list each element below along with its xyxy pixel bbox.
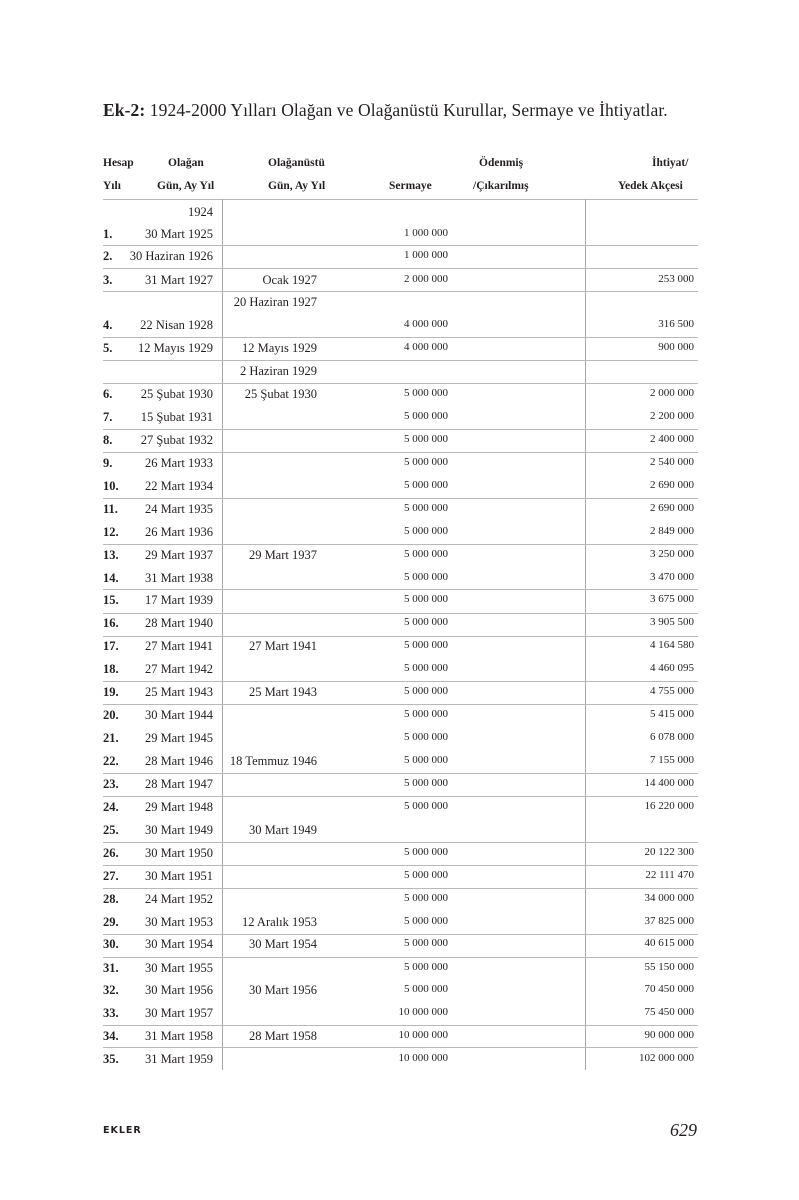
olagan-date-cell: 28 Mart 1940 [144, 616, 213, 630]
header-rule [103, 199, 698, 200]
hesap-yili-cell: 32. [103, 983, 119, 997]
olaganustu-date-cell: 12 Aralık 1953 [242, 915, 317, 929]
sermaye-cell: 5 000 000 [404, 593, 448, 605]
row-separator [103, 957, 698, 958]
header-olagan-date: Gün, Ay Yıl [157, 180, 215, 192]
yedek-akcesi-cell: 4 755 000 [650, 685, 694, 697]
olaganustu-date-cell: 29 Mart 1937 [248, 548, 317, 562]
sermaye-cell: 5 000 000 [404, 525, 448, 537]
olagan-date-cell: 29 Mart 1937 [144, 548, 213, 562]
hesap-yili-cell: 2. [103, 249, 113, 263]
hesap-yili-cell: 24. [103, 800, 119, 814]
sermaye-cell: 5 000 000 [404, 777, 448, 789]
hesap-yili-cell: 21. [103, 731, 119, 745]
hesap-yili-cell: 9. [103, 456, 113, 470]
olaganustu-date-cell: 12 Mayıs 1929 [242, 341, 317, 355]
sermaye-cell: 10 000 000 [398, 1006, 448, 1018]
olaganustu-date-cell: Ocak 1927 [262, 273, 317, 287]
yedek-akcesi-cell: 14 400 000 [644, 777, 694, 789]
hesap-yili-cell: 35. [103, 1052, 119, 1066]
hesap-yili-cell: 7. [103, 410, 113, 424]
olaganustu-date-cell: 30 Mart 1956 [248, 983, 317, 997]
yedek-akcesi-cell: 40 615 000 [644, 937, 694, 949]
sermaye-cell: 10 000 000 [398, 1029, 448, 1041]
yedek-akcesi-cell: 2 849 000 [650, 525, 694, 537]
row-separator [103, 888, 698, 889]
yedek-akcesi-cell: 3 470 000 [650, 571, 694, 583]
olagan-date-cell: 25 Mart 1943 [144, 685, 213, 699]
olagan-date-cell: 28 Mart 1946 [144, 754, 213, 768]
olaganustu-date-cell: 25 Mart 1943 [248, 685, 317, 699]
sermaye-cell: 5 000 000 [404, 800, 448, 812]
olagan-date-cell: 31 Mart 1958 [144, 1029, 213, 1043]
olaganustu-date-cell: 18 Temmuz 1946 [229, 754, 317, 768]
yedek-akcesi-cell: 70 450 000 [644, 983, 694, 995]
yedek-akcesi-cell: 900 000 [658, 341, 694, 353]
olagan-date-cell: 29 Mart 1945 [144, 731, 213, 745]
hesap-yili-cell: 12. [103, 525, 119, 539]
header-olaganustu: Olağanüstü [268, 157, 325, 169]
row-separator [103, 773, 698, 774]
olaganustu-date-cell: 28 Mart 1958 [248, 1029, 317, 1043]
sermaye-cell: 5 000 000 [404, 685, 448, 697]
header-olagan: Olağan [168, 157, 204, 169]
yedek-akcesi-cell: 16 220 000 [644, 800, 694, 812]
yedek-akcesi-cell: 2 540 000 [650, 456, 694, 468]
olagan-date-cell: 30 Mart 1956 [144, 983, 213, 997]
sermaye-cell: 5 000 000 [404, 456, 448, 468]
hesap-yili-cell: 33. [103, 1006, 119, 1020]
sermaye-cell: 5 000 000 [404, 502, 448, 514]
hesap-yili-cell: 28. [103, 892, 119, 906]
yedek-akcesi-cell: 2 690 000 [650, 502, 694, 514]
hesap-yili-cell: 6. [103, 387, 113, 401]
sermaye-cell: 5 000 000 [404, 616, 448, 628]
yedek-akcesi-cell: 4 164 580 [650, 639, 694, 651]
yedek-akcesi-cell: 2 690 000 [650, 479, 694, 491]
row-separator [103, 1025, 698, 1026]
sermaye-cell: 5 000 000 [404, 662, 448, 674]
sermaye-cell: 2 000 000 [404, 273, 448, 285]
row-separator [103, 360, 698, 361]
olagan-date-cell: 22 Mart 1934 [144, 479, 213, 493]
sermaye-cell: 5 000 000 [404, 479, 448, 491]
hesap-yili-cell: 22. [103, 754, 119, 768]
olagan-date-cell: 28 Mart 1947 [144, 777, 213, 791]
olagan-date-cell: 24 Mart 1952 [144, 892, 213, 906]
hesap-yili-cell: 16. [103, 616, 119, 630]
olagan-date-cell: 30 Mart 1951 [144, 869, 213, 883]
yedek-akcesi-cell: 2 200 000 [650, 410, 694, 422]
footer-section-label: EKLER [103, 1125, 142, 1136]
header-hesap: Hesap [103, 157, 134, 169]
sermaye-cell: 10 000 000 [398, 1052, 448, 1064]
olagan-date-cell: 30 Mart 1953 [144, 915, 213, 929]
row-separator [103, 796, 698, 797]
hesap-yili-cell: 25. [103, 823, 119, 837]
olagan-date-cell: 26 Mart 1936 [144, 525, 213, 539]
row-separator [103, 704, 698, 705]
hesap-yili-cell: 23. [103, 777, 119, 791]
hesap-yili-cell: 1. [103, 227, 113, 241]
sermaye-cell: 1 000 000 [404, 249, 448, 261]
sermaye-cell: 5 000 000 [404, 892, 448, 904]
sermaye-cell: 5 000 000 [404, 731, 448, 743]
olagan-date-cell: 17 Mart 1939 [144, 593, 213, 607]
hesap-yili-cell: 30. [103, 937, 119, 951]
sermaye-cell: 5 000 000 [404, 548, 448, 560]
olagan-date-cell: 24 Mart 1935 [144, 502, 213, 516]
row-separator [103, 842, 698, 843]
row-separator [103, 636, 698, 637]
header-olaganustu-date: Gün, Ay Yıl [268, 180, 326, 192]
yedek-akcesi-cell: 37 825 000 [644, 915, 694, 927]
yedek-akcesi-cell: 22 111 470 [645, 869, 694, 881]
header-sermaye: Sermaye [389, 180, 432, 192]
hesap-yili-cell: 18. [103, 662, 119, 676]
olagan-date-cell: 27 Mart 1942 [144, 662, 213, 676]
yedek-akcesi-cell: 90 000 000 [644, 1029, 694, 1041]
olagan-date-cell: 30 Mart 1925 [144, 227, 213, 241]
olaganustu-date-cell: 20 Haziran 1927 [233, 295, 317, 309]
hesap-yili-cell: 15. [103, 593, 119, 607]
hesap-yili-cell: 4. [103, 318, 113, 332]
row-separator [103, 498, 698, 499]
hesap-yili-cell: 19. [103, 685, 119, 699]
header-yedek-akcesi: Yedek Akçesi [618, 180, 683, 192]
olaganustu-date-cell: 30 Mart 1949 [248, 823, 317, 837]
hesap-yili-cell: 14. [103, 571, 119, 585]
header-odenmis: Ödenmiş [479, 157, 524, 169]
yedek-akcesi-cell: 20 122 300 [644, 846, 694, 858]
hesap-yili-cell: 26. [103, 846, 119, 860]
olagan-date-cell: 26 Mart 1933 [144, 456, 213, 470]
olagan-date-cell: 1924 [188, 205, 213, 219]
hesap-yili-cell: 5. [103, 341, 113, 355]
page-title [103, 100, 668, 121]
hesap-yili-cell: 20. [103, 708, 119, 722]
hesap-yili-cell: 17. [103, 639, 119, 653]
title-text: 1924-2000 Yılları Olağan ve Olağanüstü Kurullar, Sermaye ve İhtiyatlar. [145, 100, 668, 120]
olagan-date-cell: 27 Şubat 1932 [140, 433, 213, 447]
olagan-date-cell: 29 Mart 1948 [144, 800, 213, 814]
sermaye-cell: 5 000 000 [404, 708, 448, 720]
yedek-akcesi-cell: 2 000 000 [650, 387, 694, 399]
sermaye-cell: 4 000 000 [404, 341, 448, 353]
olaganustu-date-cell: 30 Mart 1954 [248, 937, 317, 951]
sermaye-cell: 4 000 000 [404, 318, 448, 330]
sermaye-cell: 5 000 000 [404, 983, 448, 995]
title-prefix: Ek-2: [103, 100, 146, 120]
hesap-yili-cell: 31. [103, 961, 119, 975]
hesap-yili-cell: 27. [103, 869, 119, 883]
hesap-yili-cell: 10. [103, 479, 119, 493]
olagan-date-cell: 22 Nisan 1928 [140, 318, 213, 332]
olagan-date-cell: 30 Mart 1955 [144, 961, 213, 975]
yedek-akcesi-cell: 3 250 000 [650, 548, 694, 560]
olagan-date-cell: 30 Haziran 1926 [129, 249, 213, 263]
hesap-yili-cell: 8. [103, 433, 113, 447]
row-separator [103, 934, 698, 935]
olagan-date-cell: 30 Mart 1950 [144, 846, 213, 860]
hesap-yili-cell: 11. [103, 502, 118, 516]
olagan-date-cell: 25 Şubat 1930 [140, 387, 213, 401]
olagan-date-cell: 31 Mart 1938 [144, 571, 213, 585]
sermaye-cell: 5 000 000 [404, 754, 448, 766]
row-separator [103, 429, 698, 430]
olagan-date-cell: 30 Mart 1949 [144, 823, 213, 837]
page-number: 629 [670, 1120, 697, 1140]
olagan-date-cell: 27 Mart 1941 [144, 639, 213, 653]
sermaye-cell: 5 000 000 [404, 387, 448, 399]
sermaye-cell: 5 000 000 [404, 410, 448, 422]
row-separator [103, 291, 698, 292]
yedek-akcesi-cell: 4 460 095 [650, 662, 694, 674]
yedek-akcesi-cell: 7 155 000 [650, 754, 694, 766]
olagan-date-cell: 30 Mart 1957 [144, 1006, 213, 1020]
row-separator [103, 337, 698, 338]
olaganustu-date-cell: 27 Mart 1941 [248, 639, 317, 653]
olaganustu-date-cell: 25 Şubat 1930 [244, 387, 317, 401]
row-separator [103, 544, 698, 545]
yedek-akcesi-cell: 75 450 000 [644, 1006, 694, 1018]
sermaye-cell: 5 000 000 [404, 869, 448, 881]
yedek-akcesi-cell: 5 415 000 [650, 708, 694, 720]
row-separator [103, 452, 698, 453]
olagan-date-cell: 31 Mart 1959 [144, 1052, 213, 1066]
olagan-date-cell: 15 Şubat 1931 [140, 410, 213, 424]
row-separator [103, 681, 698, 682]
olagan-date-cell: 12 Mayıs 1929 [138, 341, 213, 355]
sermaye-cell: 1 000 000 [404, 227, 448, 239]
row-separator [103, 383, 698, 384]
olaganustu-date-cell: 2 Haziran 1929 [239, 364, 317, 378]
yedek-akcesi-cell: 34 000 000 [644, 892, 694, 904]
yedek-akcesi-cell: 316 500 [658, 318, 694, 330]
olagan-date-cell: 30 Mart 1954 [144, 937, 213, 951]
hesap-yili-cell: 13. [103, 548, 119, 562]
header-ihtiyat: İhtiyat/ [652, 157, 689, 169]
column-divider-right [585, 199, 586, 1070]
sermaye-cell: 5 000 000 [404, 846, 448, 858]
yedek-akcesi-cell: 3 675 000 [650, 593, 694, 605]
sermaye-cell: 5 000 000 [404, 639, 448, 651]
olagan-date-cell: 31 Mart 1927 [144, 273, 213, 287]
hesap-yili-cell: 34. [103, 1029, 119, 1043]
sermaye-cell: 5 000 000 [404, 915, 448, 927]
yedek-akcesi-cell: 3 905 500 [650, 616, 694, 628]
row-separator [103, 589, 698, 590]
sermaye-cell: 5 000 000 [404, 937, 448, 949]
sermaye-cell: 5 000 000 [404, 961, 448, 973]
yedek-akcesi-cell: 253 000 [658, 273, 694, 285]
sermaye-cell: 5 000 000 [404, 433, 448, 445]
sermaye-cell: 5 000 000 [404, 571, 448, 583]
yedek-akcesi-cell: 2 400 000 [650, 433, 694, 445]
header-cikarilmis: /Çıkarılmış [473, 180, 529, 192]
row-separator [103, 865, 698, 866]
olagan-date-cell: 30 Mart 1944 [144, 708, 213, 722]
row-separator [103, 268, 698, 269]
yedek-akcesi-cell: 55 150 000 [644, 961, 694, 973]
header-hesap-yili: Yılı [103, 180, 121, 192]
hesap-yili-cell: 29. [103, 915, 119, 929]
hesap-yili-cell: 3. [103, 273, 113, 287]
row-separator [103, 613, 698, 614]
yedek-akcesi-cell: 102 000 000 [639, 1052, 694, 1064]
row-separator [103, 1047, 698, 1048]
yedek-akcesi-cell: 6 078 000 [650, 731, 694, 743]
row-separator [103, 245, 698, 246]
